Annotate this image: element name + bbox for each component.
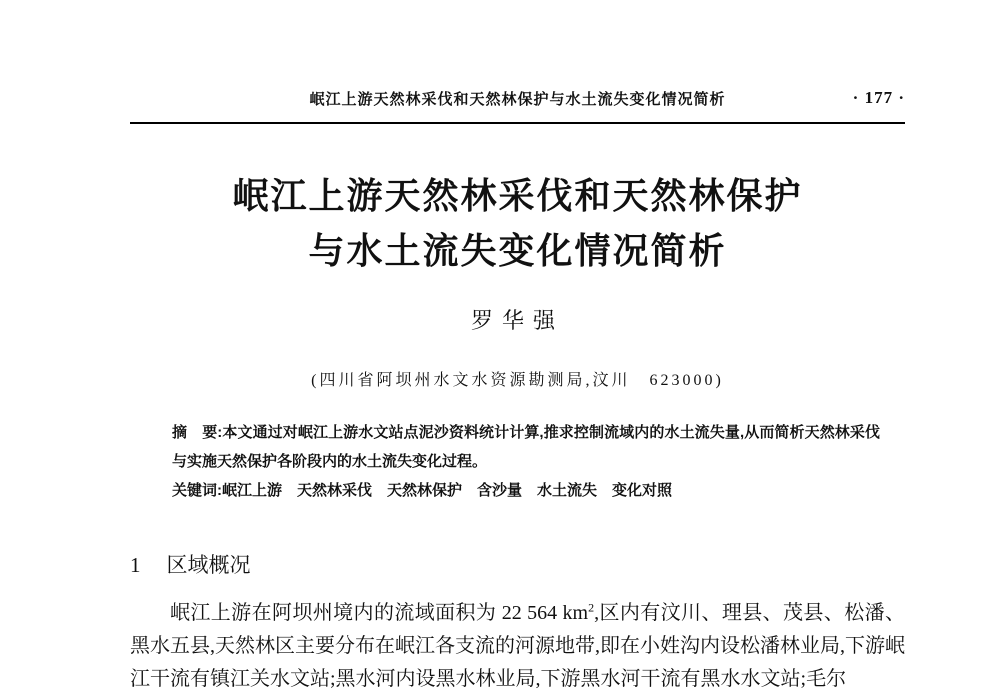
keywords-text: 岷江上游 天然林采伐 天然林保护 含沙量 水土流失 变化对照 bbox=[222, 482, 673, 499]
author-name: 罗华强 bbox=[470, 308, 564, 333]
section-title: 区域概况 bbox=[166, 553, 251, 577]
header-rule bbox=[130, 122, 905, 124]
abstract-label: 摘 要: bbox=[172, 424, 223, 441]
keywords-label: 关键词: bbox=[172, 482, 222, 499]
body-text-before-superscript: 岷江上游在阿坝州境内的流域面积为 22 564 km bbox=[170, 602, 589, 624]
abstract-paragraph bbox=[172, 418, 880, 476]
body-paragraph-1 bbox=[130, 597, 905, 696]
section-number: 1 bbox=[130, 553, 141, 577]
keywords-line bbox=[172, 476, 880, 505]
page-content bbox=[130, 0, 905, 696]
article-title-line2: 与水土流失变化情况简析 bbox=[308, 230, 727, 271]
abstract-text: 本文通过对岷江上游水文站点泥沙资料统计计算,推求控制流域内的水土流失量,从而简析天然林采伐与实施天然保护各阶段内的水土流失变化过程。 bbox=[172, 424, 881, 470]
page-number: · 177 · bbox=[852, 88, 905, 107]
section-heading-1 bbox=[130, 549, 905, 579]
body-text-after-superscript: ,区内有汶川、理县、茂县、松潘、黑水五县,天然林区主要分布在岷江各支流的河源地带,即在小姓沟内设松潘林业局,下游岷江干流有镇江关水文站;黑水河内设黑水林业局,下游黑水河干流有黑水水文站;毛尔 bbox=[130, 602, 906, 690]
author-affiliation: (四川省阿坝州水文水资源勘测局,汶川 623000) bbox=[311, 372, 724, 389]
abstract-block bbox=[172, 418, 880, 505]
km-squared-superscript: 2 bbox=[588, 600, 595, 615]
article-title bbox=[130, 168, 905, 278]
article-title-line1: 岷江上游天然林采伐和天然林保护 bbox=[232, 175, 803, 216]
running-header bbox=[130, 88, 905, 110]
running-header-title: 岷江上游天然林采伐和天然林保护与水土流失变化情况简析 bbox=[309, 92, 726, 108]
